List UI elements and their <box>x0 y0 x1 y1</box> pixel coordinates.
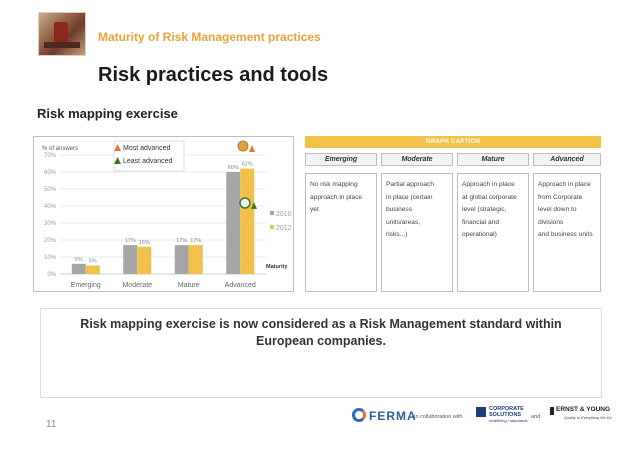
axa-logo-text-line1: CORPORATE <box>489 406 524 412</box>
x-tick-label: Moderate <box>122 282 153 289</box>
ey-logo-tagline: Quality In Everything We Do <box>564 416 612 420</box>
legend-swatch-2010 <box>270 211 274 215</box>
most-advanced-marker-icon <box>249 145 255 152</box>
caption-line: units/areas, <box>386 218 421 226</box>
axa-square-icon <box>476 407 486 417</box>
caption-line: Approach in place <box>462 181 515 188</box>
caption-line: approach in place <box>310 193 363 201</box>
caption-header-moderate: Moderate <box>381 153 453 166</box>
caption-line: from Corporate <box>538 193 583 201</box>
legend-label-2010: 2010 <box>276 211 292 218</box>
caption-column-moderate <box>381 173 453 292</box>
bar-2012-advanced <box>240 169 254 274</box>
caption-line: business <box>386 206 413 213</box>
section-title: Risk mapping exercise <box>37 106 178 121</box>
y-axis-label: % of answers <box>42 146 79 152</box>
y-tick-label: 10% <box>43 255 56 261</box>
data-label: 5% <box>88 258 97 265</box>
statement-line-1: Risk mapping exercise is now considered as a Risk Management standard within <box>80 317 562 331</box>
header-thumbnail-image <box>38 12 86 56</box>
statement-line-2: European companies. <box>256 334 386 348</box>
bar-2010-mature <box>175 245 189 274</box>
caption-line: divisions <box>538 218 564 226</box>
caption-line: in place (certain <box>386 193 433 201</box>
ferma-logo-text: FERMA <box>369 409 417 423</box>
collaboration-text: In collaboration with <box>414 414 463 420</box>
y-tick-label: 20% <box>43 238 56 244</box>
legend-swatch-2012 <box>270 225 274 229</box>
bar-2010-emerging <box>72 264 86 274</box>
x-axis-label: Maturity <box>266 264 288 270</box>
caption-line: risks...) <box>386 231 408 238</box>
caption-line: Partial approach <box>386 181 435 188</box>
caption-title: GRAPH CAPTION <box>305 136 601 148</box>
x-tick-label: Mature <box>177 282 200 289</box>
y-tick-label: 40% <box>43 204 56 210</box>
data-label: 62% <box>241 161 253 168</box>
bar-2012-moderate <box>137 247 151 274</box>
country-flag-icon <box>240 198 250 208</box>
y-tick-label: 50% <box>43 187 56 193</box>
chart-panel <box>33 136 294 292</box>
bar-2010-advanced <box>226 172 240 274</box>
page-number: 11 <box>46 419 57 430</box>
ey-logo-text: ERNST & YOUNG <box>556 406 611 413</box>
caption-line: yet <box>310 206 319 213</box>
axa-logo-text-line2: SOLUTIONS <box>489 411 522 418</box>
least-advanced-label: Least advanced <box>123 158 173 165</box>
axa-logo-text <box>489 407 524 418</box>
data-label: 17% <box>190 238 202 245</box>
bar-chart <box>34 137 295 293</box>
most-advanced-label: Most advanced <box>123 145 171 152</box>
country-flag-icon <box>238 141 248 151</box>
caption-line: financial and <box>462 218 500 226</box>
axa-logo-tagline: redefining / standards <box>489 418 528 423</box>
ey-bar-icon <box>550 407 554 415</box>
data-label: 17% <box>124 238 136 245</box>
caption-header-emerging: Emerging <box>305 153 377 166</box>
key-statement <box>40 308 602 398</box>
caption-column-emerging <box>305 173 377 292</box>
page-supertitle: Maturity of Risk Management practices <box>98 30 321 44</box>
y-tick-label: 0% <box>47 272 56 278</box>
y-tick-label: 30% <box>43 221 56 227</box>
page-title: Risk practices and tools <box>98 64 329 86</box>
caption-line: level (strategic, <box>462 206 507 213</box>
ernst-young-logo <box>550 406 612 424</box>
caption-line: Approach in place <box>538 181 591 188</box>
y-tick-label: 70% <box>43 153 56 159</box>
axa-corporate-solutions-logo <box>476 407 528 425</box>
caption-line: and business units <box>538 231 593 238</box>
graph-caption-panel <box>305 136 601 292</box>
caption-line: No risk mapping <box>310 181 358 188</box>
data-label: 60% <box>227 165 239 171</box>
caption-line: operational) <box>462 231 497 238</box>
legend-label-2012: 2012 <box>276 225 292 232</box>
caption-header-mature: Mature <box>457 153 529 166</box>
caption-header-advanced: Advanced <box>533 153 601 166</box>
x-tick-label: Advanced <box>224 282 256 289</box>
caption-line: level down to <box>538 206 577 213</box>
caption-column-advanced <box>533 173 601 292</box>
data-label: 17% <box>176 238 188 245</box>
bar-2012-mature <box>189 245 203 274</box>
caption-column-mature <box>457 173 529 292</box>
and-text: and <box>531 414 541 420</box>
bar-2012-emerging <box>86 266 100 275</box>
caption-line: at global corporate <box>462 193 517 201</box>
data-label: 6% <box>74 256 83 263</box>
data-label: 16% <box>138 239 150 246</box>
y-tick-label: 60% <box>43 170 56 176</box>
x-tick-label: Emerging <box>70 282 101 289</box>
bar-2010-moderate <box>123 245 137 274</box>
ferma-ring-icon <box>352 408 366 422</box>
